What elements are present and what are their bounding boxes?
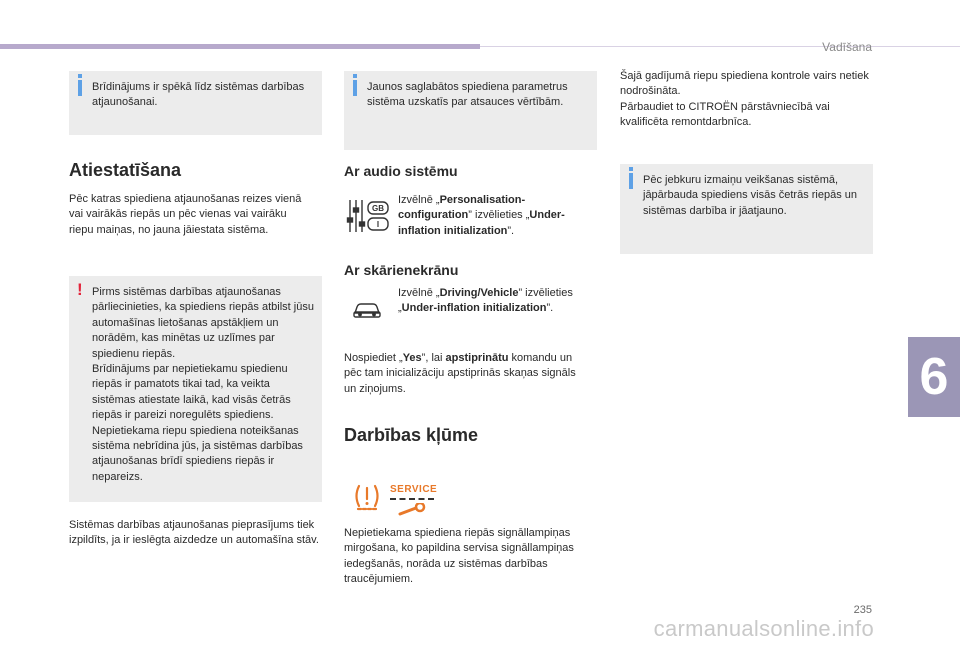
heading-malfunction: Darbības kļūme [344,425,479,445]
info-note-persist [69,71,322,135]
warning-icon: ! [77,280,83,299]
heading-touchscreen: Ar skārienekrānu [344,262,459,278]
warning-text-3: Nepietiekama riepu spiediena noteikšanas sistēma nebrīdina jūs, ja sistēmas darbības atjaunošanas brīdī spiediens riepās ir nepareizs. [92,424,303,483]
menu-personalisation: Personalisation-configuration [398,194,526,222]
confirm-paragraph: Nospiediet „Yes”, lai apstiprinātu komandu un pēc tam inicializāciju apstiprinās skaņas signāls un ziņojums. [344,352,576,395]
yes-label: Yes [402,352,422,364]
service-icon [390,484,436,518]
touch-instruction: Izvēlnē „Driving/Vehicle” izvēlieties „Under-inflation initialization”. [398,287,573,315]
info-icon [353,80,357,96]
info-icon [629,173,633,189]
watermark: carmanualsonline.info [653,616,874,641]
menu-underinflation: Under-inflation initialization [401,302,547,315]
warning-note [69,276,322,502]
menu-underinflation: Under-inflation initialization [398,209,565,237]
svg-text:I: I [376,220,380,229]
heading-audio: Ar audio sistēmu [344,163,458,179]
menu-driving: Driving/Vehicle [439,287,519,299]
no-control-paragraph: Šajā gadījumā riepu spiediena kontrole vairs netiek nodrošināta. [620,70,869,98]
audio-instruction: Izvēlnē „Personalisation-configuration” izvēlieties „Under-inflation initialization”. [398,194,565,237]
tyre-pressure-warning-icon [352,482,382,512]
car-icon [352,300,382,320]
note-text: Jaunos saglabātos spiediena parametrus sistēma uzskatīs par atsauces vērtībām. [367,81,568,109]
warning-text-1: Pirms sistēmas darbības atjaunošanas pārliecinieties, ka spiediens riepās atbilst jūsu automašīnas lietošanas apstākļiem un norādēm, kas minētas uz uzlīmes par spiedienu riepās. [92,286,314,360]
header-rule [480,46,960,47]
heading-reset: Atiestatīšana [69,160,182,180]
service-label: SERVICE [390,484,438,495]
reset-paragraph: Pēc katras spiediena atjaunošanas reizes vienā vai vairākās riepās un pēc vienas vai vairāku riepu maiņas, no jauna jāiestata sistēma. [69,193,302,236]
wrench-icon [398,503,428,517]
dealer-paragraph: Pārbaudiet to CITROËN pārstāvniecībā vai kvalificēta remontdarbnīca. [620,101,830,129]
note-text: Pēc jebkuru izmaiņu veikšanas sistēmā, jāpārbauda spiediens visās četrās riepās un sistēmas darbība ir jāatjauno. [643,174,858,217]
page-number: 235 [853,604,872,616]
note-text: Brīdinājums ir spēkā līdz sistēmas darbības atjaunošanai. [92,81,305,109]
info-note-check [620,164,873,254]
section-title: Vadīšana [822,40,872,54]
service-dashes [390,498,434,500]
audio-settings-icon [346,196,392,236]
warning-text-2: Brīdinājums par nepietiekamu spiedienu riepās ir pamatots tikai tad, ka veikta sistēmas atiestate laikā, kad visās četrās riepās ir pareizi noregulēts spiediens. [92,363,291,422]
info-icon [78,80,82,96]
malfunction-paragraph: Nepietiekama spiediena riepās signāllampiņas mirgošana, ko papildina servisa signāllampiņas iedegšanās, norāda uz sistēmas darbības traucējumiem. [344,527,574,586]
info-note-reference [344,71,597,150]
request-paragraph: Sistēmas darbības atjaunošanas pieprasījums tiek izpildīts, ja ir ieslēgta aizdedze un automašīna stāv. [69,519,319,547]
chapter-tab: 6 [908,337,960,417]
svg-text:GB: GB [372,204,384,213]
header-accent-bar [0,44,480,49]
